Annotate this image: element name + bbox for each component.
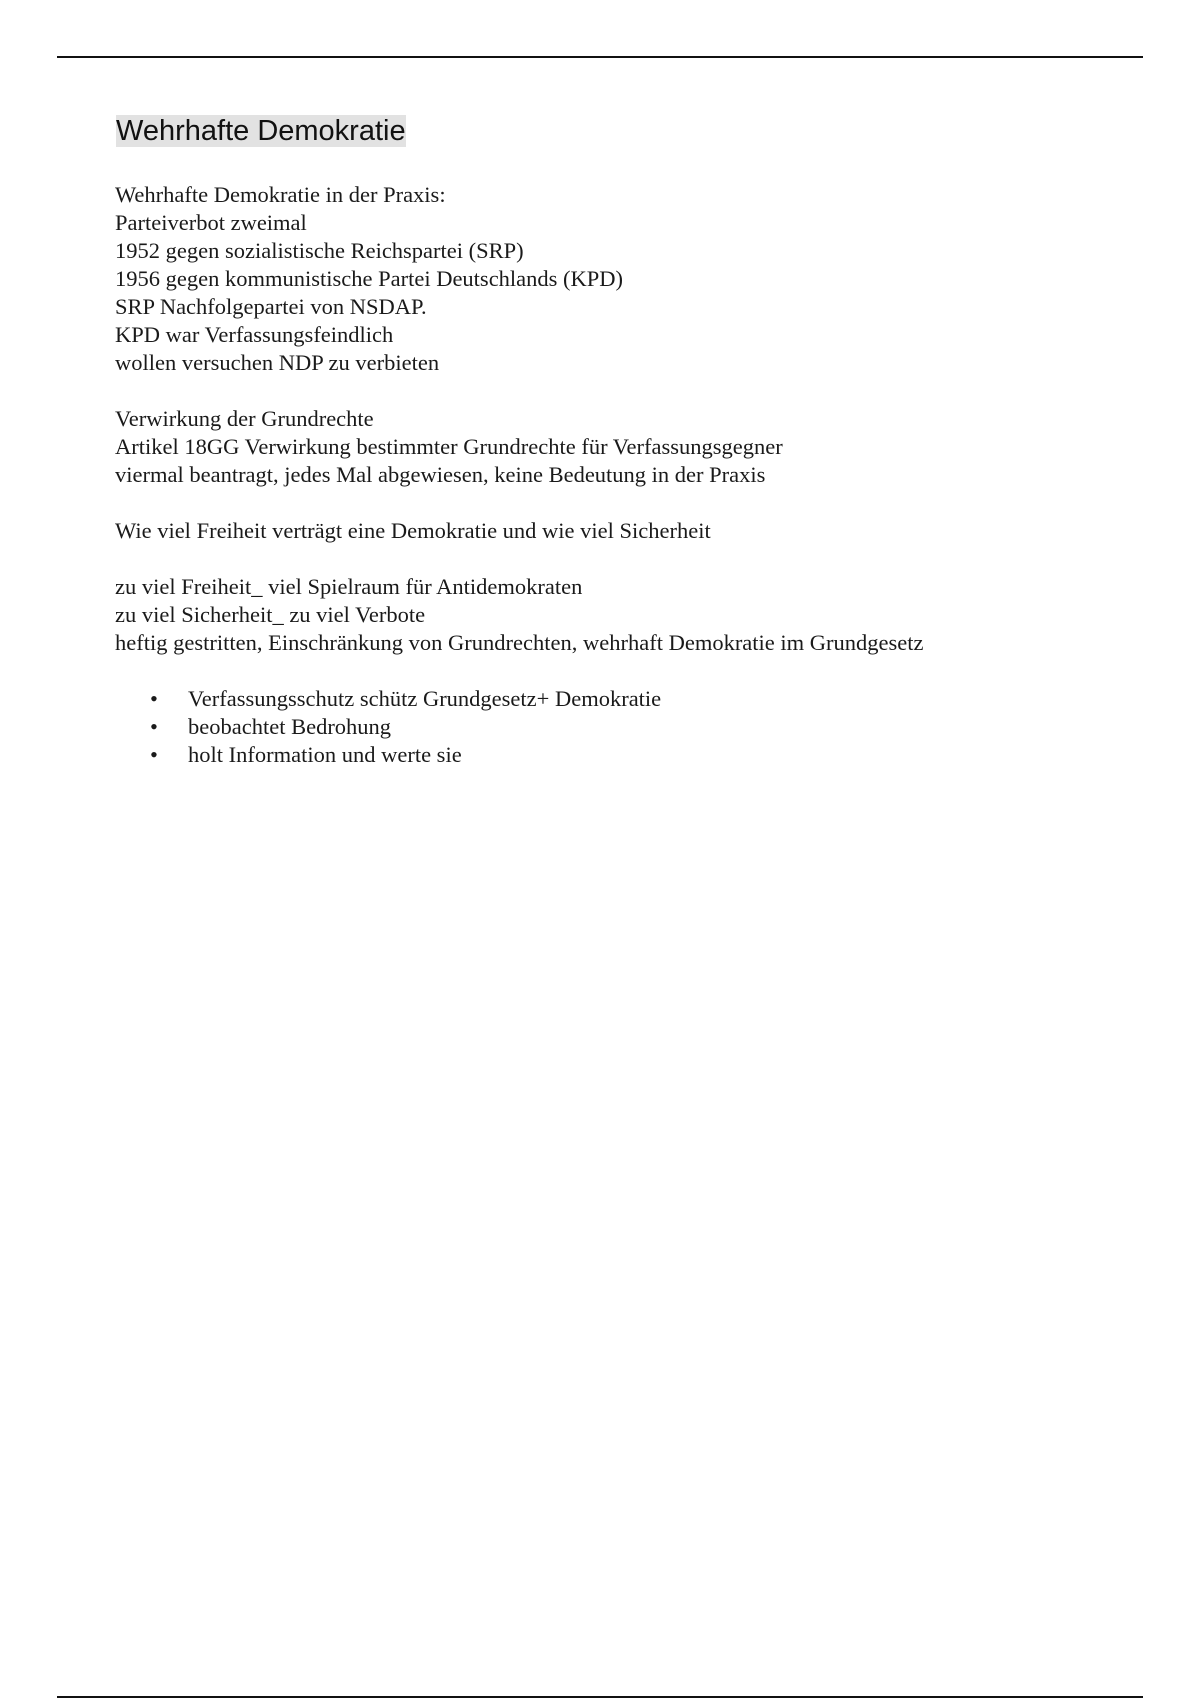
bullet-icon: • [150,686,158,711]
text-line: zu viel Sicherheit_ zu viel Verbote [115,602,426,627]
text-line: Artikel 18GG Verwirkung bestimmter Grundrechte für Verfassungsgegner [115,434,783,459]
list-item-text: Verfassungsschutz schütz Grundgesetz+ Demokratie [188,686,662,711]
section-freedom-security [115,573,1115,657]
bullet-icon: • [150,714,158,739]
document-title [115,112,407,151]
text-line: 1952 gegen sozialistische Reichspartei (SRP) [115,238,524,263]
text-line: wollen versuchen NDP zu verbieten [115,350,440,375]
top-rule [57,56,1143,58]
list-item [115,713,1115,741]
text-line: KPD war Verfassungsfeindlich [115,322,394,347]
document-title-text: Wehrhafte Demokratie [116,115,406,147]
bullet-list [115,685,1115,769]
text-line: Parteiverbot zweimal [115,210,307,235]
list-item [115,741,1115,769]
section-question [115,517,1115,545]
list-item [115,685,1115,713]
text-line: 1956 gegen kommunistische Partei Deutschlands (KPD) [115,266,624,291]
text-line: viermal beantragt, jedes Mal abgewiesen, keine Bedeutung in der Praxis [115,462,766,487]
list-item-text: beobachtet Bedrohung [188,714,392,739]
section-forfeiture-of-rights [115,405,1115,489]
document-content [115,112,1115,769]
bottom-rule [57,1696,1143,1698]
text-line: SRP Nachfolgepartei von NSDAP. [115,294,427,319]
text-line: Wie viel Freiheit verträgt eine Demokratie und wie viel Sicherheit [115,518,711,543]
section-party-ban [115,181,1115,377]
text-line: Verwirkung der Grundrechte [115,406,374,431]
bullet-icon: • [150,742,158,767]
text-line: heftig gestritten, Einschränkung von Grundrechten, wehrhaft Demokratie im Grundgesetz [115,630,924,655]
list-item-text: holt Information und werte sie [188,742,462,767]
text-line: Wehrhafte Demokratie in der Praxis: [115,182,446,207]
text-line: zu viel Freiheit_ viel Spielraum für Antidemokraten [115,574,583,599]
